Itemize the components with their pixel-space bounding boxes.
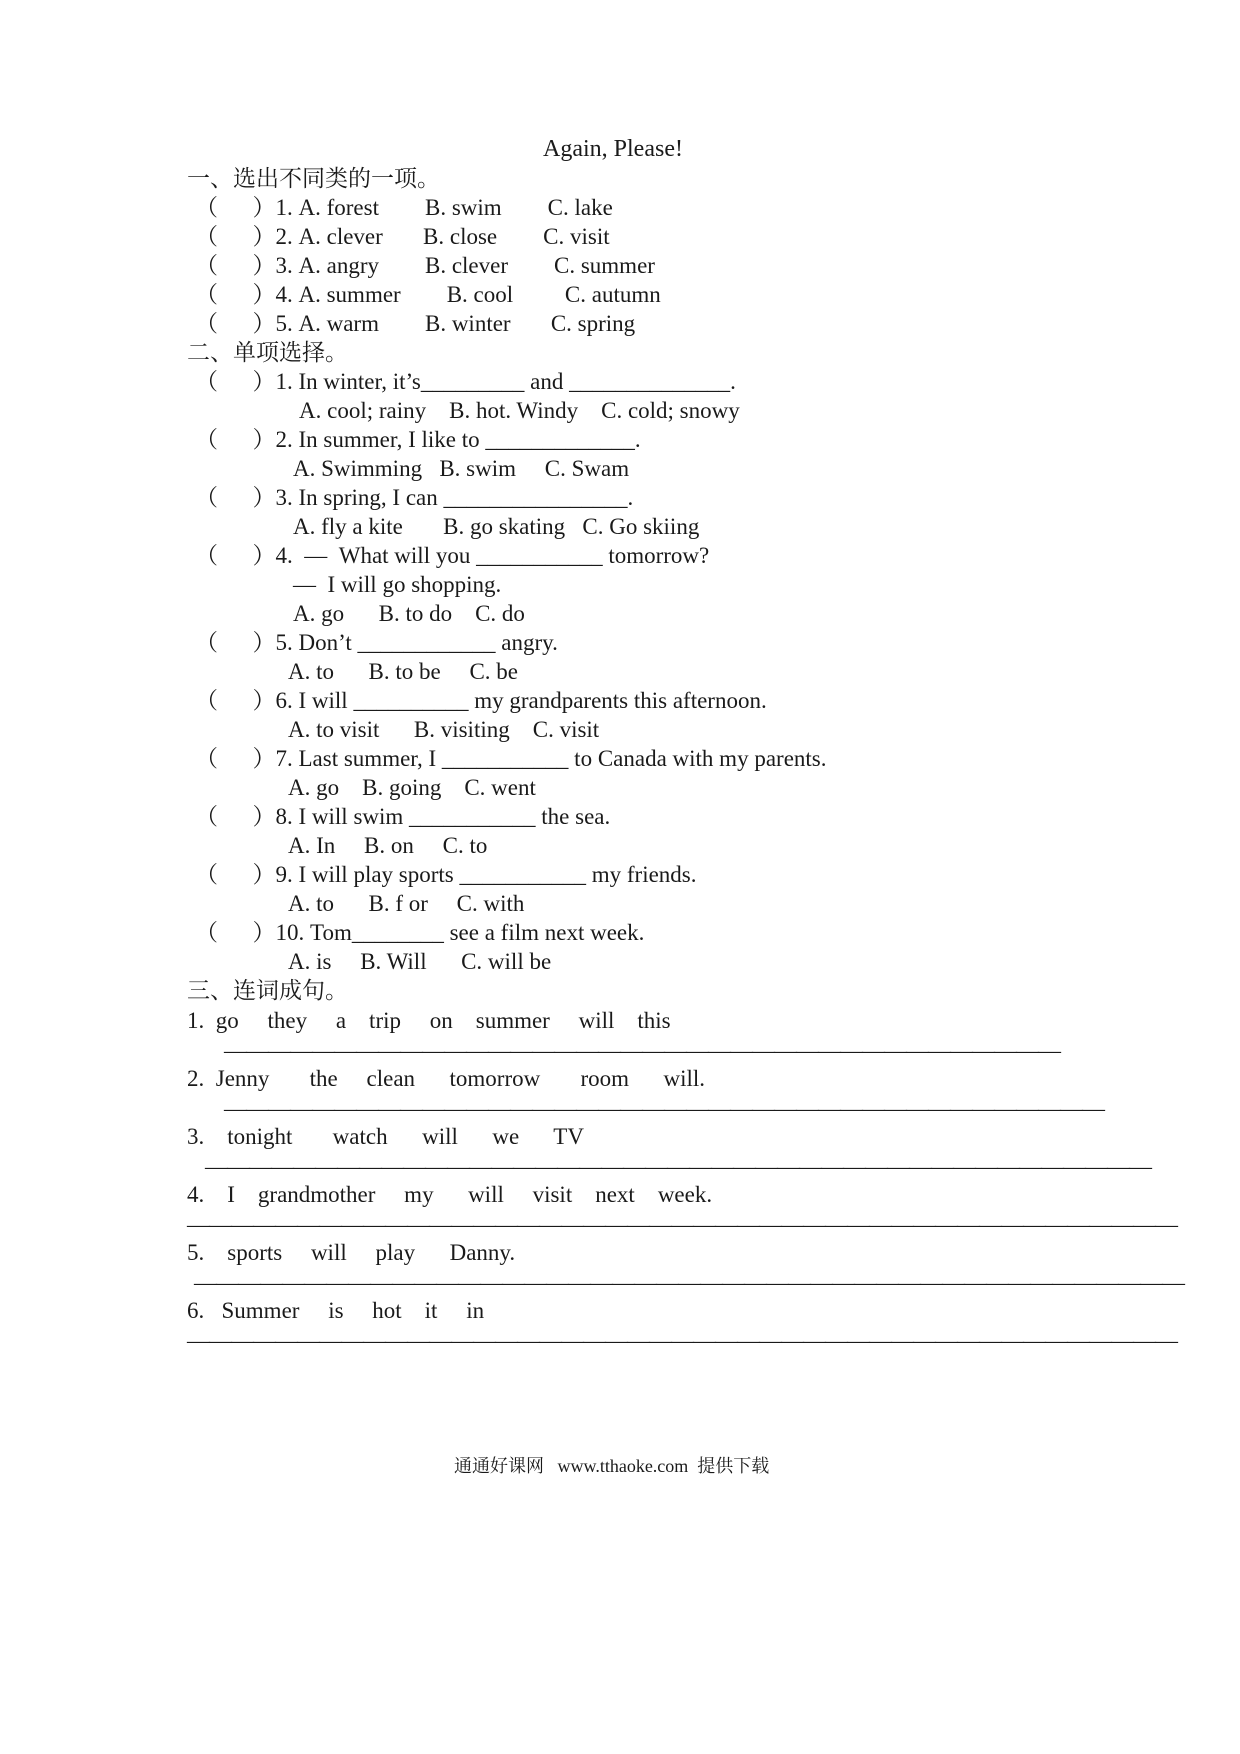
options-line: A. Swimming B. swim C. Swam [293, 456, 630, 481]
section1-item: （ ）2. A. clever B. close C. visit [195, 224, 610, 249]
scrambled-words: 2. Jenny the clean tomorrow room will. [187, 1066, 706, 1091]
section2-heading: 二、单项选择。 [187, 340, 348, 365]
answer-line: ————————————————————————————————————————————— [187, 1328, 1177, 1353]
section1-heading: 一、选出不同类的一项。 [187, 166, 440, 191]
options-line: A. cool; rainy B. hot. Windy C. cold; snowy [299, 398, 740, 423]
question-line: （ ）5. Don’t ____________ angry. [195, 630, 558, 655]
options-line: A. to B. to be C. be [288, 659, 518, 684]
answer-line: ————————————————————————————————————————————— [194, 1270, 1184, 1295]
scrambled-words: 1. go they a trip on summer will this [187, 1008, 671, 1033]
section3-heading: 三、连词成句。 [187, 978, 348, 1003]
scrambled-words: 6. Summer is hot it in [187, 1298, 485, 1323]
question-line: （ ）3. In spring, I can ________________. [195, 485, 634, 510]
options-line: A. is B. Will C. will be [288, 949, 552, 974]
question-line: （ ）9. I will play sports ___________ my friends. [195, 862, 697, 887]
section1-item: （ ）1. A. forest B. swim C. lake [195, 195, 613, 220]
answer-line: ———————————————————————————————————————— [224, 1096, 1104, 1121]
options-line: A. In B. on C. to [288, 833, 488, 858]
options-line: A. to visit B. visiting C. visit [288, 717, 600, 742]
answer-line: ——————————————————————————————————————————— [205, 1154, 1151, 1179]
section1-item: （ ）3. A. angry B. clever C. summer [195, 253, 655, 278]
answer-line: —————————————————————————————————————— [224, 1038, 1060, 1063]
options-line: A. go B. going C. went [288, 775, 536, 800]
section1-item: （ ）4. A. summer B. cool C. autumn [195, 282, 661, 307]
page-footer: 通通好课网 www.tthaoke.com 提供下载 [454, 1456, 770, 1476]
question-line: （ ）6. I will __________ my grandparents this afternoon. [195, 688, 767, 713]
scrambled-words: 4. I grandmother my will visit next week. [187, 1182, 713, 1207]
options-line: A. to B. f or C. with [288, 891, 525, 916]
options-line: A. go B. to do C. do [293, 601, 525, 626]
question-line: （ ）4. — What will you ___________ tomorrow? [195, 543, 710, 568]
question-line: （ ）8. I will swim ___________ the sea. [195, 804, 611, 829]
options-line: A. fly a kite B. go skating C. Go skiing [293, 514, 700, 539]
section1-item: （ ）5. A. warm B. winter C. spring [195, 311, 636, 336]
scrambled-words: 3. tonight watch will we TV [187, 1124, 584, 1149]
answer-line: ————————————————————————————————————————————— [187, 1212, 1177, 1237]
answer-example-line: — I will go shopping. [293, 572, 502, 597]
question-line: （ ）10. Tom________ see a film next week. [195, 920, 645, 945]
question-line: （ ）2. In summer, I like to _____________. [195, 427, 641, 452]
page-title: Again, Please! [543, 136, 683, 162]
scrambled-words: 5. sports will play Danny. [187, 1240, 516, 1265]
question-line: （ ）7. Last summer, I ___________ to Canada with my parents. [195, 746, 827, 771]
question-line: （ ）1. In winter, it’s_________ and ______________. [195, 369, 736, 394]
